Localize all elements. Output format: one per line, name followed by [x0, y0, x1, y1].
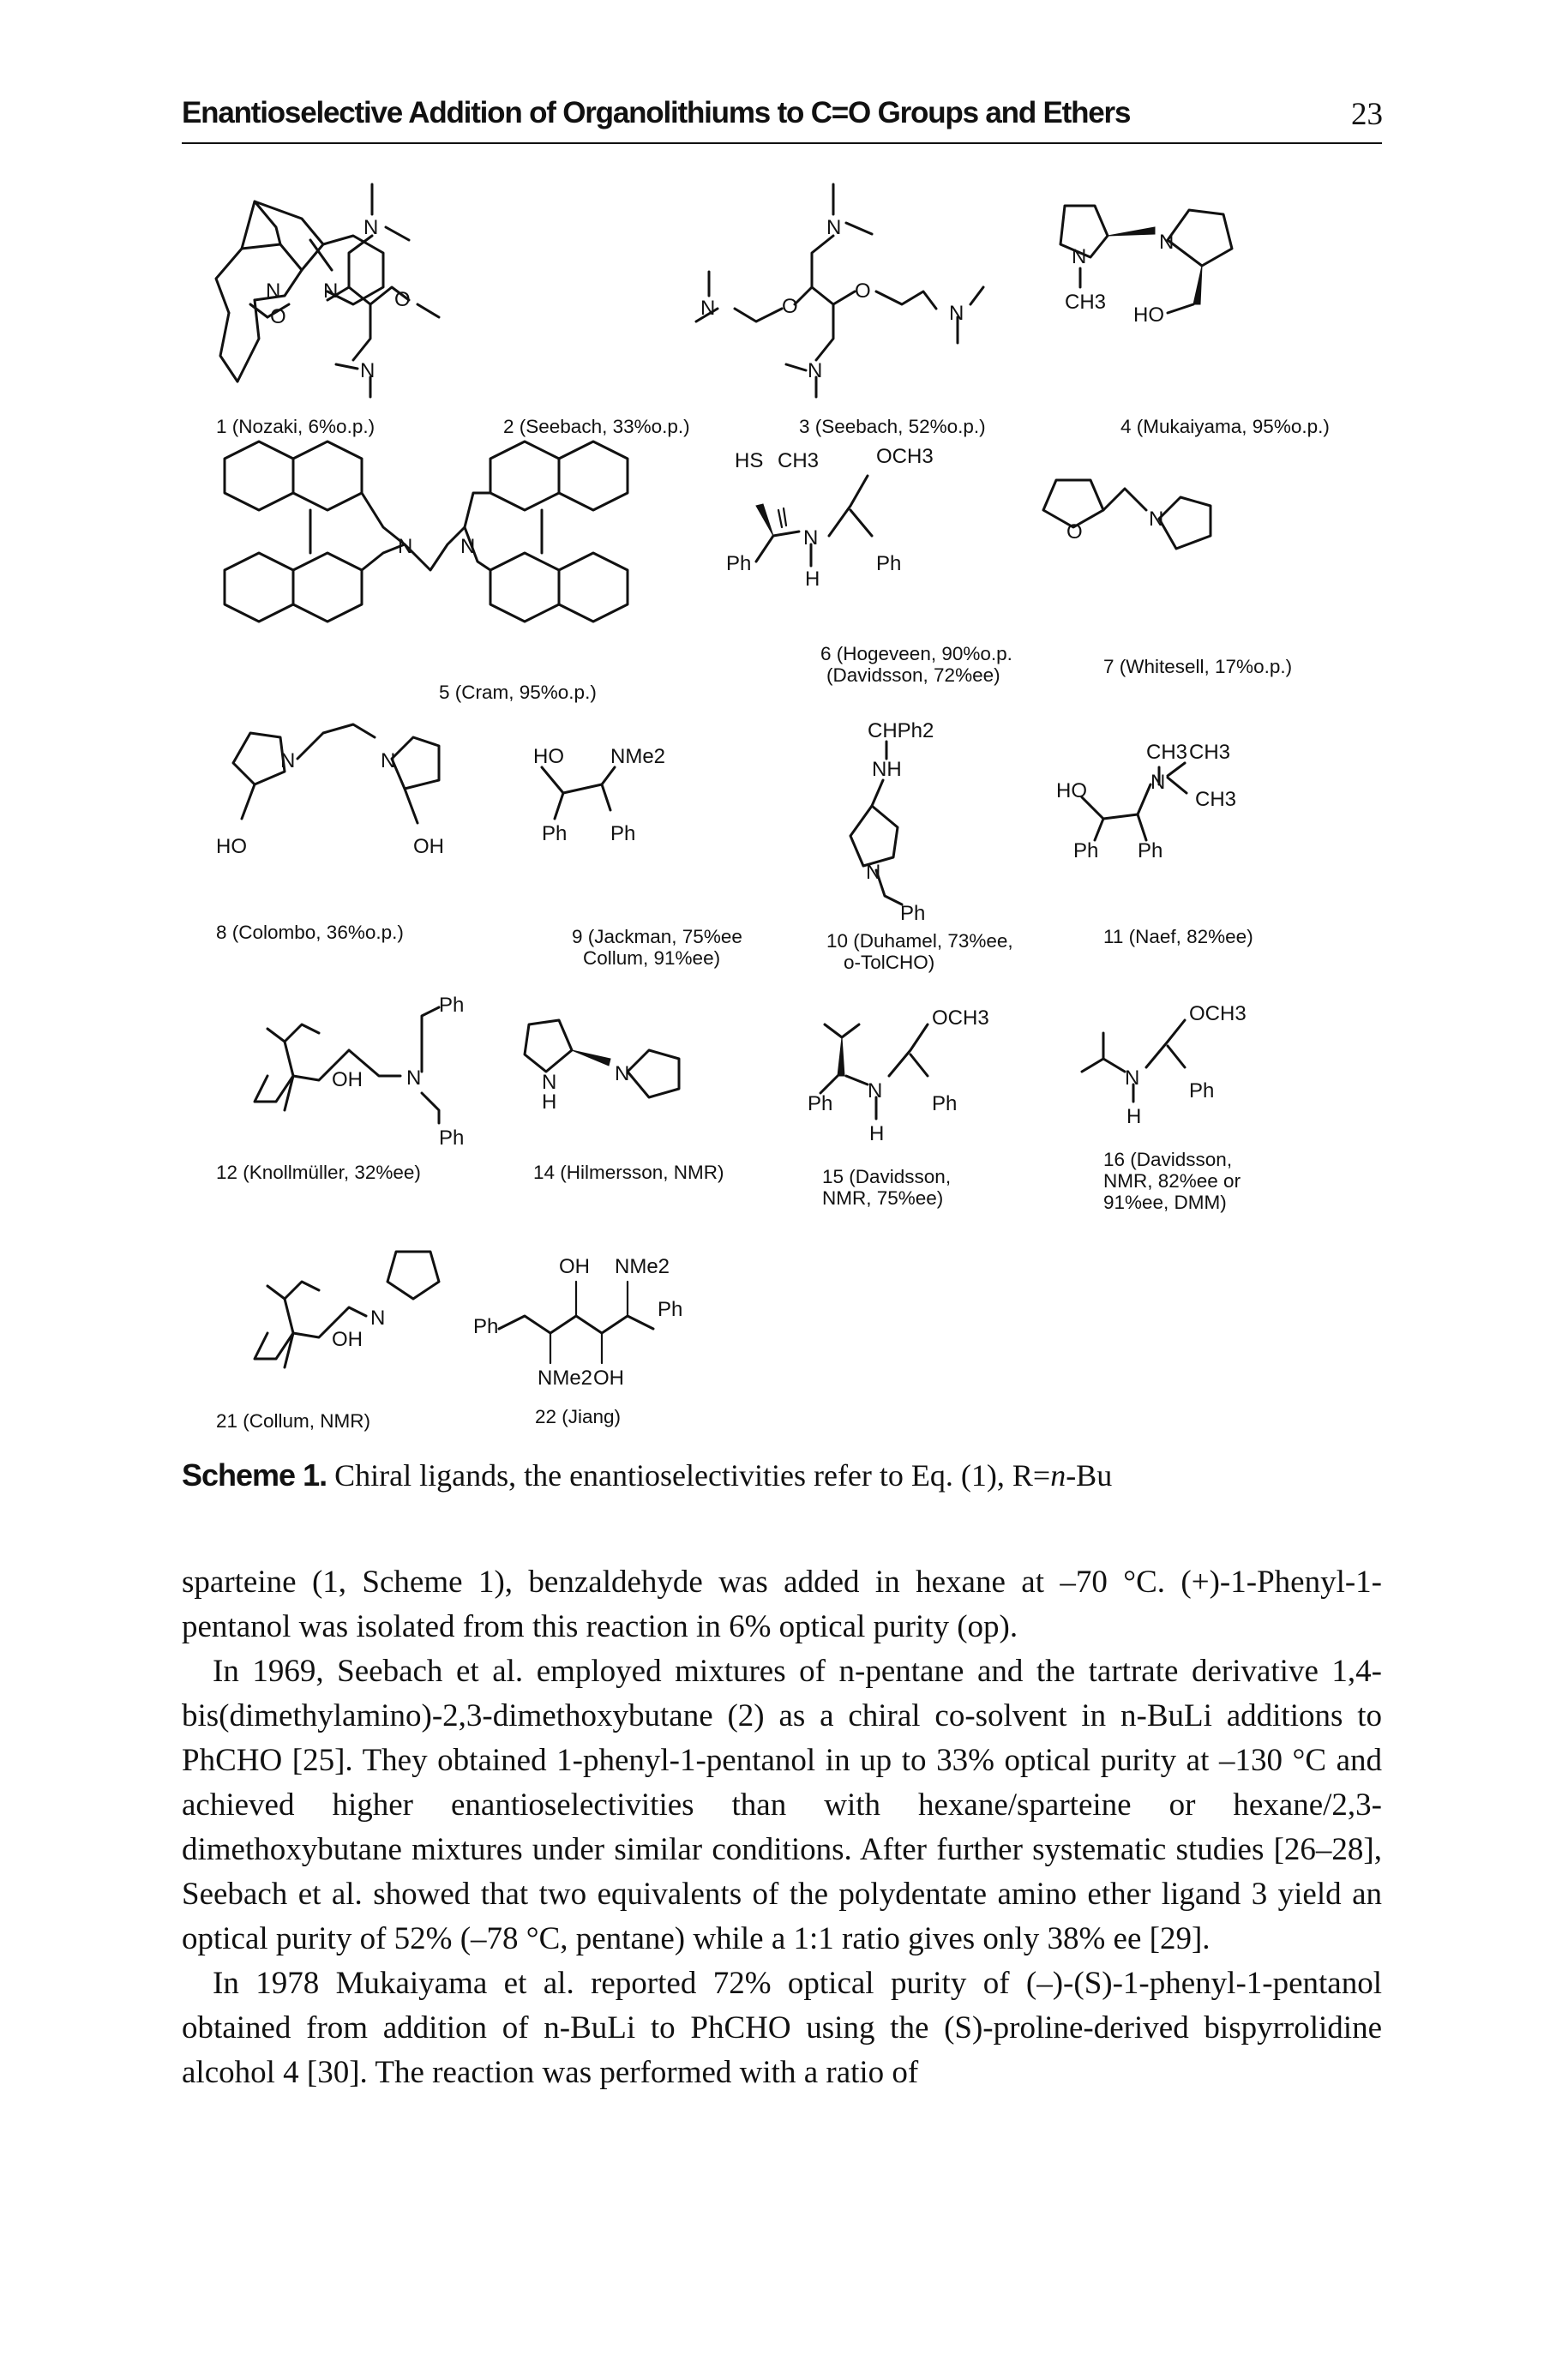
atom-OH: OH	[593, 1367, 624, 1390]
structure-15	[808, 1006, 989, 1145]
atom-HO: HO	[1133, 303, 1164, 327]
label-6a: 6 (Hogeveen, 90%o.p.	[820, 643, 1012, 664]
atom-N: N	[1149, 508, 1164, 531]
caption-italic: n	[1050, 1458, 1066, 1493]
atom-N: N	[1159, 231, 1174, 254]
header-rule	[182, 142, 1382, 144]
atom-H: H	[542, 1090, 557, 1114]
atom-NMe2: NMe2	[615, 1255, 670, 1278]
atom-OCH3: OCH3	[876, 445, 934, 468]
atom-N: N	[700, 297, 716, 320]
atom-OCH3: OCH3	[932, 1006, 989, 1030]
atom-CH3: CH3	[1189, 741, 1231, 764]
atom-H: H	[1126, 1105, 1142, 1128]
label-5: 5 (Cram, 95%o.p.)	[439, 682, 597, 703]
label-15a: 15 (Davidsson,	[822, 1166, 952, 1187]
label-14: 14 (Hilmersson, NMR)	[533, 1162, 724, 1183]
label-7: 7 (Whitesell, 17%o.p.)	[1103, 656, 1293, 677]
atom-N: N	[406, 1066, 422, 1090]
structure-3	[696, 184, 983, 397]
atom-CH3: CH3	[778, 449, 820, 472]
label-8: 8 (Colombo, 36%o.p.)	[216, 922, 404, 943]
atom-N: N	[1072, 245, 1087, 268]
atom-NMe2: NMe2	[610, 745, 666, 768]
structure-11	[1056, 741, 1236, 862]
structure-9	[533, 745, 665, 845]
label-6b: (Davidsson, 72%ee)	[826, 664, 1000, 686]
atom-Ph: Ph	[1138, 839, 1163, 862]
label-1: 1 (Nozaki, 6%o.p.)	[216, 416, 375, 437]
atom-O: O	[782, 295, 798, 318]
structure-10	[850, 719, 934, 925]
structure-12	[255, 994, 464, 1150]
structure-8	[216, 724, 444, 858]
atom-N: N	[266, 279, 281, 303]
label-22: 22 (Jiang)	[535, 1406, 622, 1427]
atom-NH: NH	[872, 758, 902, 781]
label-16a: 16 (Davidsson,	[1103, 1149, 1233, 1170]
atom-Ph: Ph	[876, 552, 902, 575]
atom-O: O	[855, 279, 871, 303]
structure-7	[1043, 480, 1211, 549]
atom-N: N	[460, 535, 476, 558]
caption-label: Scheme 1.	[182, 1457, 327, 1493]
label-10a: 10 (Duhamel, 73%ee,	[826, 930, 1013, 952]
atom-Ph: Ph	[1189, 1079, 1215, 1102]
atom-HO: HO	[216, 835, 247, 858]
atom-O: O	[270, 305, 286, 328]
atom-N: N	[323, 279, 339, 303]
atom-OCH3: OCH3	[1189, 1002, 1247, 1025]
atom-N: N	[360, 359, 375, 382]
atom-Ph: Ph	[439, 1126, 465, 1150]
atom-Ph: Ph	[658, 1298, 683, 1321]
atom-Ph: Ph	[900, 902, 926, 925]
scheme-caption	[182, 1457, 1382, 1493]
paragraph: sparteine (1, Scheme 1), benzaldehyde was added in hexane at –70 °C. (+)-1-Phenyl-1-pentanol was isolated from this reaction in 6% optical purity (op).	[182, 1565, 1382, 1644]
atom-Ph: Ph	[439, 994, 465, 1017]
label-21: 21 (Collum, NMR)	[216, 1410, 371, 1432]
caption-text-end: -Bu	[1066, 1458, 1113, 1493]
page-number: 23	[1351, 97, 1383, 132]
paragraph: In 1978 Mukaiyama et al. reported 72% optical purity of (–)-(S)-1-phenyl-1-pentanol obtained from addition of n-BuLi to PhCHO using the (S)-proline-derived bispyrrolidine alcohol 4 [30]. The reaction was performed with a ratio of	[182, 1966, 1382, 2090]
atom-N: N	[808, 359, 823, 382]
atom-HS: HS	[735, 449, 764, 472]
atom-H: H	[805, 568, 820, 591]
structure-6	[726, 445, 934, 591]
label-15b: NMR, 75%ee)	[822, 1187, 944, 1209]
atom-O: O	[394, 288, 411, 311]
structure-4	[1060, 206, 1232, 327]
label-2: 2 (Seebach, 33%o.p.)	[503, 416, 690, 437]
atom-Ph: Ph	[808, 1092, 833, 1115]
atom-CHPh2: CHPh2	[868, 719, 934, 742]
chemical-structures	[182, 167, 1382, 1436]
atom-N: N	[280, 749, 296, 772]
atom-N: N	[542, 1071, 557, 1094]
label-10b: o-TolCHO)	[844, 952, 935, 973]
label-12: 12 (Knollmüller, 32%ee)	[216, 1162, 421, 1183]
atom-OH: OH	[332, 1068, 363, 1091]
label-3: 3 (Seebach, 52%o.p.)	[799, 416, 986, 437]
atom-OH: OH	[332, 1328, 363, 1351]
structure-14	[525, 1020, 679, 1114]
atom-Ph: Ph	[726, 552, 752, 575]
atom-Ph: Ph	[1073, 839, 1099, 862]
label-9a: 9 (Jackman, 75%ee	[572, 926, 742, 947]
atom-HO: HO	[533, 745, 564, 768]
atom-NMe2: NMe2	[538, 1367, 593, 1390]
structure-21	[255, 1252, 439, 1367]
label-16c: 91%ee, DMM)	[1103, 1192, 1227, 1213]
atom-HO: HO	[1056, 779, 1087, 802]
atom-Ph: Ph	[610, 822, 636, 845]
label-11: 11 (Naef, 82%ee)	[1103, 926, 1253, 947]
atom-N: N	[866, 861, 881, 884]
atom-N: N	[1150, 771, 1166, 794]
label-16b: NMR, 82%ee or	[1103, 1170, 1241, 1192]
atom-N: N	[381, 749, 396, 772]
atom-N: N	[615, 1062, 630, 1085]
structure-22	[473, 1255, 682, 1390]
atom-CH3: CH3	[1195, 788, 1237, 811]
atom-N: N	[826, 216, 842, 239]
scheme-1-figure	[182, 167, 1382, 1436]
atom-OH: OH	[413, 835, 444, 858]
caption-text: Chiral ligands, the enantioselectivities refer to Eq. (1), R=	[327, 1458, 1051, 1493]
structure-5-cram	[225, 442, 628, 622]
atom-O: O	[1066, 520, 1083, 544]
paragraph: In 1969, Seebach et al. employed mixtures of n-pentane and the tartrate derivative 1,4-bis(dimethylamino)-2,3-dimethoxybutane (2) as a chiral co-solvent in n-BuLi additions to PhCHO [25]. They obtained 1-phenyl-1-pentanol in up to 33% optical purity at –130 °C and achieved higher enantioselectivities than with hexane/sparteine or hexane/2,3-dimethoxybutane mixtures under similar conditions. After further systematic studies [26–28], Seebach et al. showed that two equivalents of the polydentate amino ether ligand 3 yield an optical purity of 52% (–78 °C, pentane) while a 1:1 ratio gives only 38% ee [29].	[182, 1654, 1382, 1956]
atom-CH3: CH3	[1065, 291, 1107, 314]
body-text	[182, 1560, 1382, 2095]
running-head: Enantioselective Addition of Organolithiums to C=O Groups and Ethers	[182, 96, 1131, 129]
atom-OH: OH	[559, 1255, 590, 1278]
atom-N: N	[803, 526, 819, 550]
atom-CH3: CH3	[1146, 741, 1188, 764]
atom-Ph: Ph	[932, 1092, 958, 1115]
atom-Ph: Ph	[473, 1315, 499, 1338]
atom-H: H	[869, 1122, 885, 1145]
atom-N: N	[1125, 1066, 1140, 1090]
atom-N: N	[363, 216, 379, 239]
structure-16	[1082, 1002, 1247, 1128]
atom-N: N	[868, 1079, 883, 1102]
atom-Ph: Ph	[542, 822, 568, 845]
label-4: 4 (Mukaiyama, 95%o.p.)	[1120, 416, 1330, 437]
label-9b: Collum, 91%ee)	[583, 947, 721, 969]
atom-N: N	[398, 535, 413, 558]
atom-N: N	[370, 1307, 386, 1330]
atom-N: N	[949, 302, 964, 325]
